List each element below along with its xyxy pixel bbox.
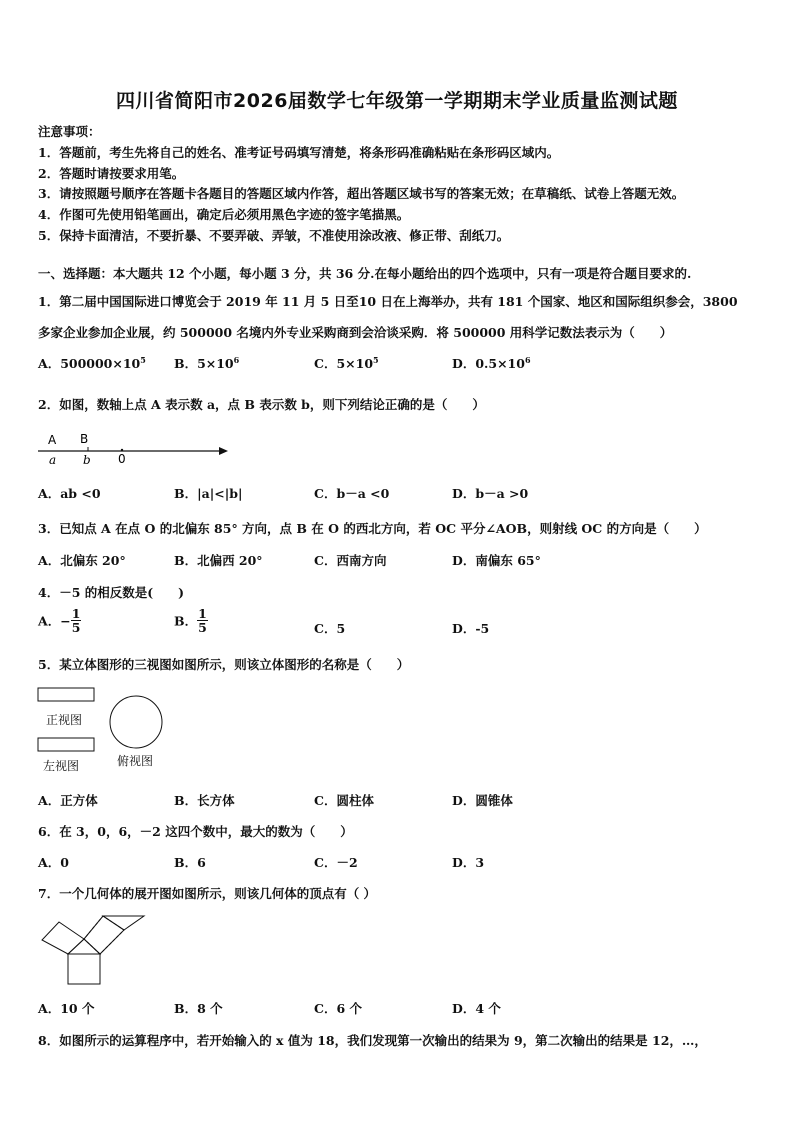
number-line-figure — [36, 430, 236, 468]
point-label-a: A — [48, 433, 57, 447]
question-2-text: 2．如图，数轴上点 A 表示数 a，点 B 表示数 b，则下列结论正确的是（ ） — [38, 397, 485, 412]
q4-option-c: C．5 — [314, 621, 346, 636]
q2-option-b: B．|a|<|b| — [174, 486, 243, 501]
q5-option-d: D．圆锥体 — [452, 793, 513, 808]
q2-option-a: A．ab <0 — [38, 486, 101, 501]
q5-option-b: B．长方体 — [174, 793, 235, 808]
q2-option-d: D．b－a >0 — [452, 486, 529, 501]
q5-option-a: A．正方体 — [38, 793, 98, 808]
q3-option-a: A．北偏东 20° — [38, 553, 126, 568]
arrow-icon — [219, 447, 228, 455]
q7-option-c: C．6 个 — [314, 1001, 362, 1016]
q1-option-c: C．$5\times 10^5$ — [314, 354, 379, 371]
question-3-text: 3．已知点 A 在点 O 的北偏东 85° 方向，点 B 在 O 的西北方向，若 OC 平分∠AOB，则射线 OC 的方向是（ ） — [38, 521, 707, 536]
question-7-text: 7．一个几何体的展开图如图所示，则该几何体的顶点有（ ） — [38, 886, 377, 901]
page-title: 四川省简阳市2026届数学七年级第一学期期末学业质量监测试题 — [116, 90, 678, 112]
net-square-right — [84, 916, 124, 954]
q3-option-c: C．西南方向 — [314, 553, 387, 568]
q2-option-c: C．b－a <0 — [314, 486, 390, 501]
q7-option-a: A．10 个 — [38, 1001, 95, 1016]
front-view-label: 正视图 — [46, 713, 83, 727]
front-view-rect — [38, 688, 94, 701]
net-square-bottom — [68, 954, 100, 984]
notice-item: 2．答题时请按要求用笔。 — [38, 166, 185, 181]
q1-option-d: D．$0.5\times 10^6$ — [452, 354, 531, 371]
notice-heading: 注意事项： — [38, 124, 101, 139]
q4-option-d: D．-5 — [452, 621, 490, 636]
question-5-text: 5．某立体图形的三视图如图所示，则该立体图形的名称是（ ） — [38, 657, 410, 672]
question-4-text: 4．－5 的相反数是( ) — [38, 585, 185, 600]
q6-option-c: C．－2 — [314, 855, 358, 870]
value-label-b: b — [83, 453, 91, 467]
net-triangle-right — [103, 916, 144, 930]
top-view-label: 俯视图 — [117, 754, 154, 768]
q7-option-d: D．4 个 — [452, 1001, 501, 1016]
zero-label: 0 — [118, 452, 126, 466]
notice-item: 5．保持卡面清洁，不要折暴、不要弄破、弄皱，不准使用涂改液、修正带、刮纸刀。 — [38, 228, 510, 243]
notice-item: 1．答题前，考生先将自己的姓名、准考证号码填写清楚，将条形码准确粘贴在条形码区域内。 — [38, 145, 560, 160]
q5-option-c: C．圆柱体 — [314, 793, 374, 808]
q3-option-b: B．北偏西 20° — [174, 553, 263, 568]
top-view-circle — [110, 696, 162, 748]
left-view-rect — [38, 738, 94, 751]
question-1-text-2: 多家企业参加企业展，约 500000 名境内外专业采购商到会洽谈采购．将 500000 用科学记数法表示为（ ） — [38, 325, 673, 340]
q4-option-b: B． $\frac{1}{5}$ — [174, 606, 207, 636]
q6-option-b: B．6 — [174, 855, 206, 870]
q3-option-d: D．南偏东 65° — [452, 553, 541, 568]
q1-option-b: B．$5\times 10^6$ — [174, 354, 240, 371]
question-8-text: 8．如图所示的运算程序中，若开始输入的 x 值为 18，我们发现第一次输出的结果为 9，第二次输出的结果是 12，…， — [38, 1033, 707, 1048]
net-figure — [38, 908, 150, 988]
net-square-right-dashed — [84, 916, 124, 954]
q4-option-a: A．− $\frac{1}{5}$ — [38, 606, 81, 636]
notice-item: 3．请按照题号顺序在答题卡各题目的答题区域内作答，超出答题区域书写的答案无效；在草稿纸、试卷上答题无效。 — [38, 186, 685, 201]
net-square-left — [42, 922, 84, 954]
q6-option-d: D．3 — [452, 855, 485, 870]
section-heading: 一、选择题：本大题共 12 个小题，每小题 3 分，共 36 分.在每小题给出的四个选项中，只有一项是符合题目要求的. — [38, 266, 692, 281]
question-1-text: 1．第二届中国国际进口博览会于 2019 年 11 月 5 日至10 日在上海举办，共有 181 个国家、地区和国际组织参会，3800 — [38, 294, 738, 309]
question-6-text: 6．在 3，0，6，－2 这四个数中，最大的数为（ ） — [38, 824, 353, 839]
value-label-a: a — [49, 453, 57, 467]
notice-item: 4．作图可先使用铅笔画出，确定后必须用黑色字迹的签字笔描黑。 — [38, 207, 410, 222]
point-label-b: B — [80, 432, 89, 446]
q6-option-a: A．0 — [38, 855, 69, 870]
q7-option-b: B．8 个 — [174, 1001, 223, 1016]
net-triangle-center — [68, 939, 100, 954]
left-view-label: 左视图 — [43, 759, 80, 773]
q1-option-a: A．$500000\times 10^5$ — [38, 354, 146, 371]
